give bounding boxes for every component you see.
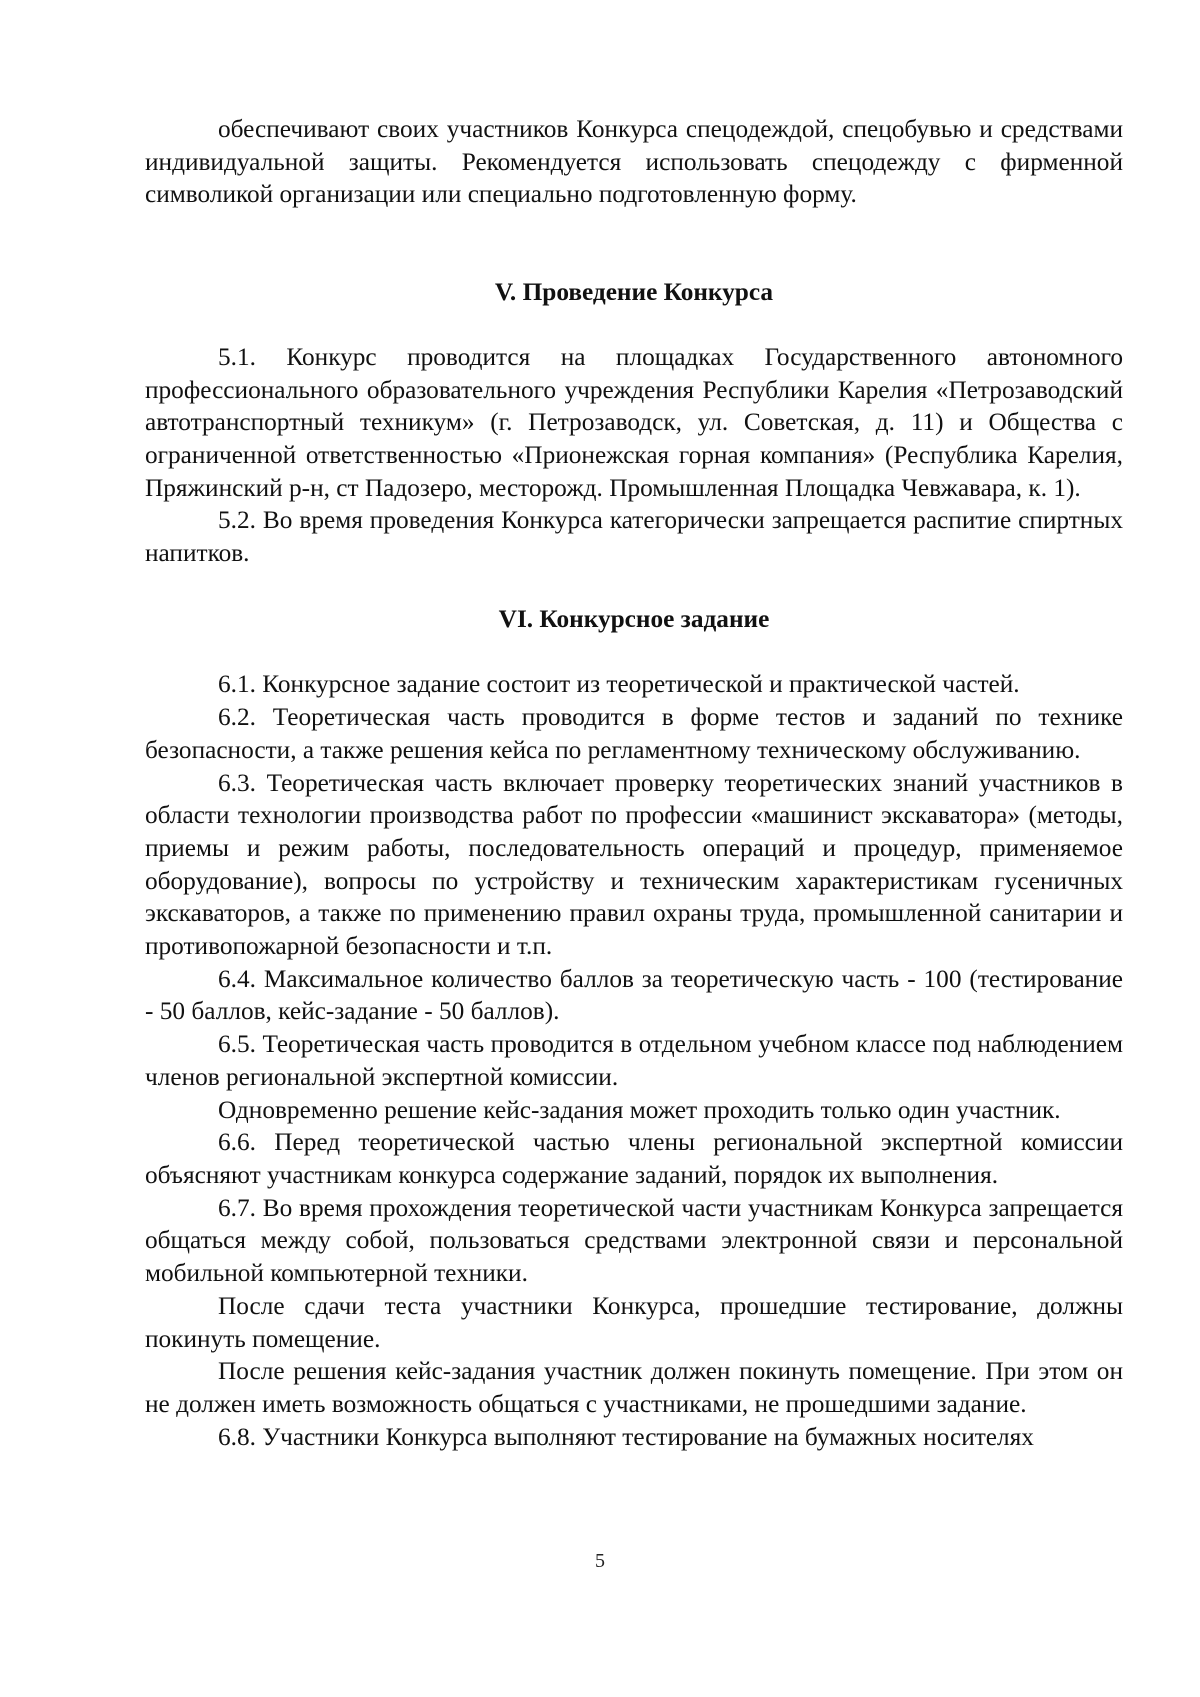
intro-paragraph: обеспечивают своих участников Конкурса спецодеждой, спецобувью и средствами индивидуальной защиты. Рекомендуется использовать спецодежду с фирменной символикой организации или специально подготовленную форму.	[145, 115, 1123, 209]
paragraph-6-8: 6.8. Участники Конкурса выполняют тестирование на бумажных носителях	[218, 1422, 1034, 1451]
paragraph-6-5-note: Одновременно решение кейс-задания может проходить только один участник.	[218, 1095, 1061, 1124]
paragraph-6-6: 6.6. Перед теоретической частью члены региональной экспертной комиссии объясняют участникам конкурса содержание заданий, порядок их выполнения.	[145, 1128, 1123, 1189]
spacer	[145, 635, 1123, 668]
section-6-heading: VI. Конкурсное задание	[498, 604, 770, 633]
paragraph-6-3: 6.3. Теоретическая часть включает проверку теоретических знаний участников в области технологии производства работ по профессии «машинист экскаватора» (методы, приемы и режим работы, последовательность операций и процедур, применяемое оборудование), вопросы по устройству и техническим характеристикам гусеничных экскаваторов, а также по применению правил охраны труда, промышленной санитарии и противопожарной безопасности и т.п.	[145, 768, 1123, 961]
paragraph-6-4: 6.4. Максимальное количество баллов за теоретическую часть - 100 (тестирование - 50 баллов, кейс-задание - 50 баллов).	[145, 964, 1123, 1026]
spacer	[145, 211, 1123, 276]
paragraph-5-1: 5.1. Конкурс проводится на площадках Государственного автономного профессионального образовательного учреждения Республики Карелия «Петрозаводский автотранспортный техникум» (г. Петрозаводск, ул. Советская, д. 11) и Общества с ограниченной ответственностью «Прионежская горная компания» (Республика Карелия, Пряжинский р-н, ст Падозеро, месторожд. Промышленная Площадка Чевжавара, к. 1).	[145, 342, 1123, 502]
paragraph-6-7: 6.7. Во время прохождения теоретической части участникам Конкурса запрещается общаться между собой, пользоваться средствами электронной связи и персональной мобильной компьютерной техники.	[145, 1193, 1123, 1288]
paragraph-6-2: 6.2. Теоретическая часть проводится в форме тестов и заданий по технике безопасности, а также решения кейса по регламентному техническому обслуживанию.	[145, 703, 1123, 764]
spacer	[145, 309, 1123, 341]
paragraph-6-7-case-note: После решения кейс-задания участник должен покинуть помещение. При этом он не должен иметь возможность общаться с участниками, не прошедшими задание.	[145, 1357, 1123, 1418]
paragraph-6-1: 6.1. Конкурсное задание состоит из теоретической и практической частей.	[218, 670, 1020, 699]
paragraph-6-5: 6.5. Теоретическая часть проводится в отдельном учебном классе под наблюдением членов региональной экспертной комиссии.	[145, 1030, 1123, 1091]
paragraph-5-2: 5.2. Во время проведения Конкурса категорически запрещается распитие спиртных напитков.	[145, 506, 1123, 568]
paragraph-6-7-test-note: После сдачи теста участники Конкурса, прошедшие тестирование, должны покинуть помещение.	[145, 1291, 1123, 1353]
section-5-heading: V. Проведение Конкурса	[494, 278, 774, 307]
spacer	[145, 570, 1123, 603]
page-body	[145, 113, 1123, 1453]
page-number: 5	[595, 1550, 605, 1572]
